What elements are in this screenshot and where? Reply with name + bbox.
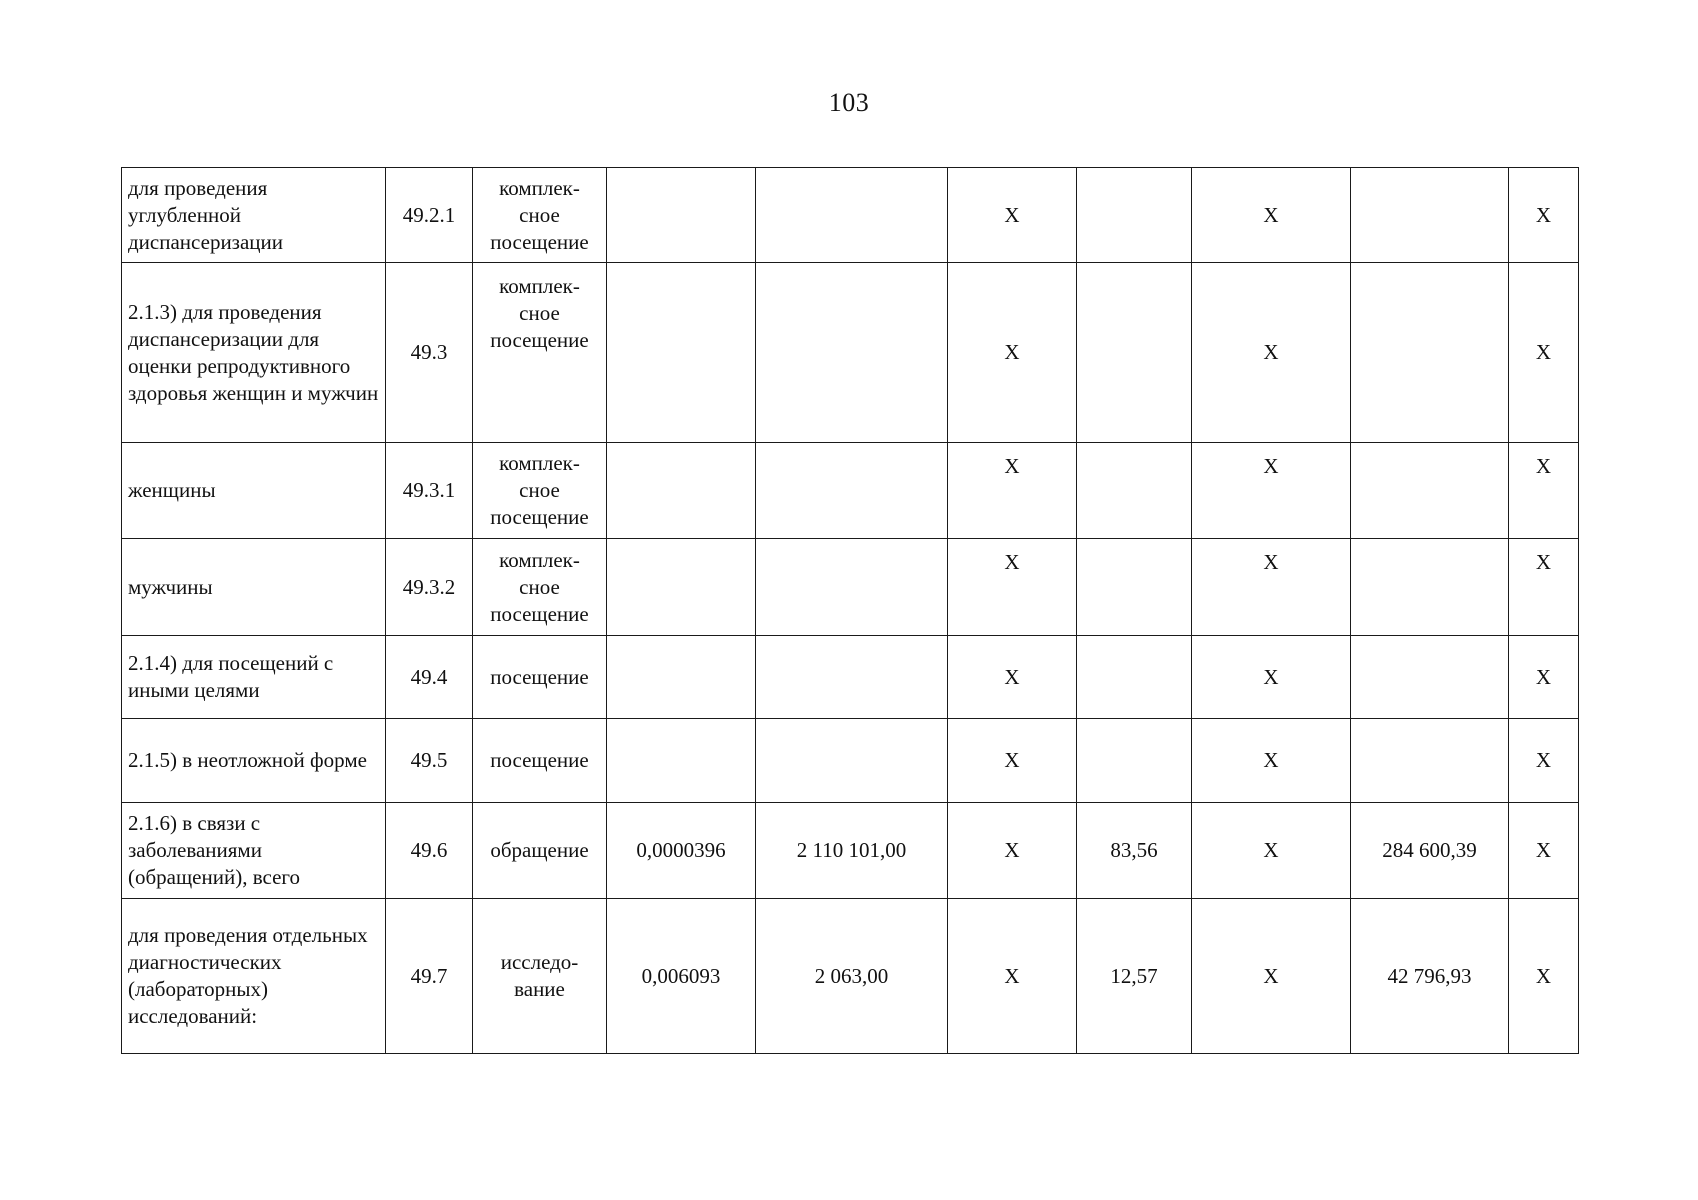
- table-row: [122, 803, 1579, 899]
- row-rate-cell: [607, 636, 756, 719]
- row-x-cell: X: [1192, 636, 1351, 719]
- row-cost-cell: [756, 168, 948, 263]
- row-unit-cell: комплек- сное посещение: [473, 168, 607, 263]
- row-x-cell: X: [948, 539, 1077, 636]
- row-name-cell: 2.1.6) в связи с заболеваниями (обращений), всего: [122, 803, 386, 899]
- row-rate-cell: 0,0000396: [607, 803, 756, 899]
- row-x-cell: X: [1509, 539, 1579, 636]
- row-total-cell: [1351, 539, 1509, 636]
- row-unit-cell: комплек- сное посещение: [473, 263, 607, 443]
- row-x-cell: X: [948, 803, 1077, 899]
- row-cost-cell: [756, 539, 948, 636]
- row-rate-cell: [607, 539, 756, 636]
- tariff-table: [121, 167, 1579, 1054]
- row-total-cell: 42 796,93: [1351, 899, 1509, 1054]
- row-value-cell: 83,56: [1077, 803, 1192, 899]
- row-cost-cell: [756, 719, 948, 803]
- row-value-cell: [1077, 636, 1192, 719]
- row-value-cell: [1077, 719, 1192, 803]
- row-x-cell: X: [1192, 263, 1351, 443]
- row-rate-cell: [607, 263, 756, 443]
- row-total-cell: [1351, 719, 1509, 803]
- table-row: [122, 539, 1579, 636]
- row-x-cell: X: [1509, 168, 1579, 263]
- row-code-cell: 49.5: [386, 719, 473, 803]
- table-row: [122, 719, 1579, 803]
- row-x-cell: X: [948, 263, 1077, 443]
- row-code-cell: 49.4: [386, 636, 473, 719]
- row-code-cell: 49.3.2: [386, 539, 473, 636]
- row-code-cell: 49.7: [386, 899, 473, 1054]
- row-total-cell: [1351, 443, 1509, 539]
- table-row: [122, 899, 1579, 1054]
- row-rate-cell: [607, 719, 756, 803]
- table-row: [122, 168, 1579, 263]
- row-rate-cell: 0,006093: [607, 899, 756, 1054]
- row-x-cell: X: [1509, 443, 1579, 539]
- row-x-cell: X: [1192, 443, 1351, 539]
- row-x-cell: X: [1509, 263, 1579, 443]
- row-x-cell: X: [1509, 636, 1579, 719]
- row-x-cell: X: [1192, 719, 1351, 803]
- row-x-cell: X: [948, 443, 1077, 539]
- row-name-cell: для проведения отдельных диагностических (лабораторных) исследований:: [122, 899, 386, 1054]
- row-total-cell: [1351, 263, 1509, 443]
- row-value-cell: [1077, 539, 1192, 636]
- row-unit-cell: исследо- вание: [473, 899, 607, 1054]
- row-code-cell: 49.3: [386, 263, 473, 443]
- row-cost-cell: [756, 263, 948, 443]
- row-total-cell: [1351, 168, 1509, 263]
- row-unit-cell: обращение: [473, 803, 607, 899]
- table-row: [122, 263, 1579, 443]
- row-name-cell: для проведения углубленной диспансеризации: [122, 168, 386, 263]
- row-x-cell: X: [948, 719, 1077, 803]
- row-x-cell: X: [1192, 899, 1351, 1054]
- row-code-cell: 49.2.1: [386, 168, 473, 263]
- row-code-cell: 49.6: [386, 803, 473, 899]
- row-rate-cell: [607, 168, 756, 263]
- row-x-cell: X: [1192, 168, 1351, 263]
- row-x-cell: X: [1509, 719, 1579, 803]
- row-x-cell: X: [948, 899, 1077, 1054]
- row-rate-cell: [607, 443, 756, 539]
- row-unit-cell: посещение: [473, 719, 607, 803]
- table-row: [122, 636, 1579, 719]
- row-value-cell: [1077, 168, 1192, 263]
- row-unit-cell: посещение: [473, 636, 607, 719]
- row-name-cell: 2.1.4) для посещений с иными целями: [122, 636, 386, 719]
- row-total-cell: 284 600,39: [1351, 803, 1509, 899]
- row-value-cell: 12,57: [1077, 899, 1192, 1054]
- row-x-cell: X: [948, 636, 1077, 719]
- row-cost-cell: 2 110 101,00: [756, 803, 948, 899]
- row-name-cell: 2.1.5) в неотложной форме: [122, 719, 386, 803]
- row-x-cell: X: [1192, 539, 1351, 636]
- row-value-cell: [1077, 263, 1192, 443]
- row-unit-cell: комплек- сное посещение: [473, 539, 607, 636]
- page-number: 103: [828, 88, 870, 117]
- table-row: [122, 443, 1579, 539]
- row-x-cell: X: [1192, 803, 1351, 899]
- row-value-cell: [1077, 443, 1192, 539]
- row-cost-cell: 2 063,00: [756, 899, 948, 1054]
- row-unit-cell: комплек- сное посещение: [473, 443, 607, 539]
- row-name-cell: мужчины: [122, 539, 386, 636]
- row-x-cell: X: [948, 168, 1077, 263]
- row-name-cell: 2.1.3) для проведения диспансеризации для оценки репродуктивного здоровья женщин и мужчин: [122, 263, 386, 443]
- row-total-cell: [1351, 636, 1509, 719]
- row-code-cell: 49.3.1: [386, 443, 473, 539]
- row-cost-cell: [756, 636, 948, 719]
- row-x-cell: X: [1509, 899, 1579, 1054]
- row-name-cell: женщины: [122, 443, 386, 539]
- row-cost-cell: [756, 443, 948, 539]
- row-x-cell: X: [1509, 803, 1579, 899]
